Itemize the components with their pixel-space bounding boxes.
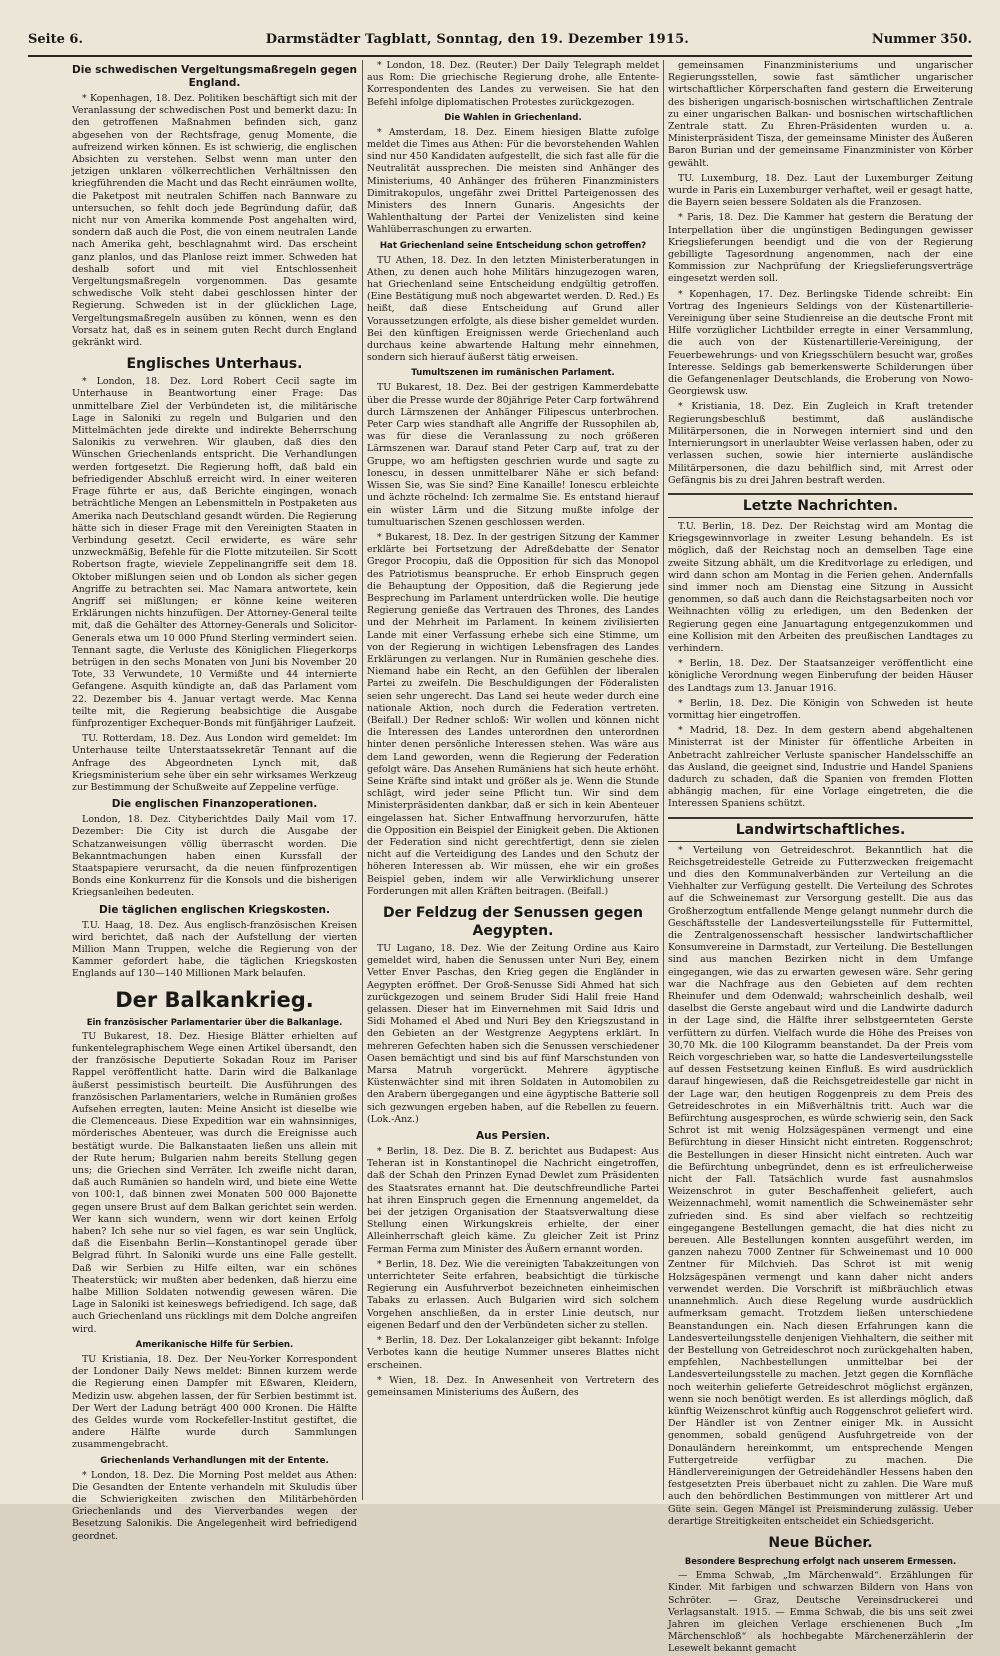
article-paragraph: * Madrid, 18. Dez. In dem gestern abend abgehaltenen Ministerrat ist der Minister für öffentliche Arbeiten in Anbetracht zahlreicher Verluste spanischer Handelsschiffe an das Ausland, die geeignet sind, Industrie und Handel Spaniens dadurch zu schaden, daß die Spanien von fremden Flotten abhängig machen, für eine Vorlage eingetreten, die die Interessen Spaniens schützt. (668, 725, 973, 810)
article-paragraph: * London, 18. Dez. Die Morning Post meldet aus Athen: Die Gesandten der Entente verhandeln mit Skuludis über die Schwierigkeiten zwischen den Militärbehörden Griechenlands und des Vierverbandes wegen der Besetzung Salonikis. Die Angelegenheit wird befriedigend geordnet. (72, 1469, 357, 1542)
article-paragraph: T.U. Haag, 18. Dez. Aus englisch-französischen Kreisen wird berichtet, daß nach der Aufstellung der vierten Million Mann Truppen, welche die Regierung von der Kammer gefordert habe, die täglichen Kriegskosten Englands auf 130—140 Millionen Mark belaufen. (72, 919, 357, 980)
article-paragraph: * London, 18. Dez. (Reuter.) Der Daily Telegraph meldet aus Rom: Die griechische Regierung drohe, alle Entente-Korrespondenten des Landes zu verweisen. Sie hat den Befehl infolge diplomatischen Protestes zurückgezogen. (367, 60, 659, 108)
section-headline: Landwirtschaftliches. (668, 817, 973, 842)
article-title: Die schwedischen Vergeltungsmaßregeln gegen England. (72, 64, 357, 89)
article-title: Hat Griechenland seine Entscheidung schon getroffen? (379, 240, 647, 251)
article-paragraph: * Verteilung von Getreideschrot. Bekanntlich hat die Reichsgetreidestelle Getreide zu Futterzwecken freigemacht und dies den Kommunalverbänden zur Verteilung an die Viehhalter zur Verfügung gestellt. Die Verteilung des Schrotes auf die Schweinemast zur Versorgung gestellt. Die aus das Großherzogtum entfallende Menge gelangt nunmehr durch die Geschäftsstelle der Landesverteilungsstelle für Futtermittel, die Zentralgenossenschaft hessischer landwirtschaftlicher Konsumvereine in Darmstadt, zur Verteilung. Die Bestellungen sind aus manchen Bezirken nicht in dem Umfange eingegangen, wie das zu erwarten gewesen wäre. Sehr gering war die Nachfrage aus den Gebieten auf dem rechten Rheinufer und dem Odenwald; wahrscheinlich deshalb, weil daselbst die Gerste angebaut wird und die Landwirte dadurch in der Lage sind, die Hälfte ihrer selbstgeernteten Gerste verfüttern zu dürfen. Vielfach wurde die Höhe des Preises von 30,70 Mk. die 100 Kilogramm beanstandet. Da der Preis vom Reich vorgeschrieben war, so hatte die Landesverteilungsstelle auf dessen Festsetzung keinen Einfluß. Es wird ausdrücklich darauf hingewiesen, daß die Reichsgetreidestelle gar nicht in der Lage war, den heutigen Roggenpreis zu dem Preis des Getreideschrotes in ein Mißverhältnis tritt. Auch war die Befürchtung ausgesprochen, es würde schwierig sein, den Sack Schrot ist mit wenig Holzsägespänen vermengt und eine Befürchtung in dieser Hinsicht nicht eintreten. Roggenschrot; die Bestellungen in dieser Hinsicht nicht eintreten. Auch war die Befürchtung unbegründet, denn es ist erfreulicherweise nicht der Fall. Tatsächlich wurde fast ausnahmslos Weizenschrot in guter Beschaffenheit geliefert, auch Weizennachmehl, womit namentlich die Schweinemäster sehr zufrieden sind. Es sind aber vielfach so rechtzeitig eingegangene Bestellungen gemacht, die hat dies nicht zu bereuen. Alle Bestellungen konnten ausgeführt werden, im ganzen nahezu 7000 Zentner für Schweinemast und 10 000 Zentner für Milchvieh. Das Schrot ist mit wenig Holzsägespänen vermengt und kann daher nicht anders verwendet werden. Die Vorschrift ist mißbräuchlich etwas unannehmlich. Auch diese Regelung wurde ausdrücklich aufmerksam gemacht. Trotzdem ließen unterschiedene Beanstandungen ein. Nach diesen Erfahrungen kann die Landesverteilungsstelle denjenigen Viehhaltern, die seither mit der Bestellung von Getreideschrot noch zurückgehalten haben, empfehlen, Nachbestellungen unmittelbar bei der Landesverteilungsstelle zu machen. Jetzt gegen die Kornfläche noch weiterhin gelieferte Getreideschrot möglichst ergänzen, wenn sie noch benötigt werden. Es ist allerdings möglich, daß künftig Weizenschrot künftig auch Roggenschrot geliefert wird. Der Händler ist von Zentner einiger Mk. in Aussicht genommen, sobald genügend Ausfuhrgetreide von der Donauländern hereinkommt, um entsprechende Mengen Futtergetreide verfügbar zu machen. Die Händlervereinigungen der Getreidehändler Hessens haben den festgesetzten Preis überbauet nicht zu zahlen. Die Ware muß auch den behördlichen Bestimmungen von mittlerer Art und Güte sein. Gegen Mängel ist Preisminderung zulässig. Ueber derartige Streitigkeiten entscheidet ein Schiedsgericht. (668, 844, 973, 1527)
article-title: Englisches Unterhaus. (126, 356, 303, 373)
section-headline: Neue Bücher. (768, 1534, 873, 1551)
article-paragraph: TU Lugano, 18. Dez. Wie der Zeitung Ordine aus Kairo gemeldet wird, haben die Senussen unter Nuri Bey, einem Vetter Enver Paschas, den Krieg gegen die Engländer in Aegypten eröffnet. Der Groß-Senusse Sidi Ahmed hat sich zurückgezogen und seinem Bruder Sidi Halil freie Hand gelassen. Dieser hat im Einvernehmen mit Said Idris und Sidi Mohamed el Abed und Nuri Bey den Kriegszustand in den Gebieten an der Westgrenze Aegyptens erklärt. In mehreren Gefechten haben sich die Senussen verschiedener Oasen bemächtigt und sind bis auf fünf Marschstunden von Marsa Matruh vorgerückt. Mehrere ägyptische Küstenwächter sind mit ihren Soldaten in Automobilen zu den Arabern übergegangen und eine ägyptische Batterie soll sich gezwungen ergeben haben, auf die Rebellen zu feuern. (Lok.-Anz.) (367, 943, 659, 1125)
column-rule (663, 60, 664, 1500)
article-paragraph: TU. Luxemburg, 18. Dez. Laut der Luxemburger Zeitung wurde in Paris ein Luxemburger verhaftet, weil er gesagt hatte, die Bayern seien bessere Soldaten als die Franzosen. (668, 172, 973, 209)
article-paragraph: * Kopenhagen, 18. Dez. Politiken beschäftigt sich mit der Veranlassung der schwedischen Post und bemerkt dazu: In den getroffenen Maßnahmen befinden sich, ganz abgesehen von der Rechtsfrage, genug Momente, die aufreizend wirken können. Es ist schwierig, die englischen Absichten zu verstehen. Selbst wenn man unter den jetzigen unklaren völkerrechtlichen Verhältnissen den kriegführenden die Macht und das Recht einräumen wollte, die Paketpost mit neutralen Schiffen nach Bannware zu untersuchen, so fehlt doch jede Begründung dafür, daß nicht nur von Amerika kommende Post angehalten wird, sondern daß auch die Post, die von einem neutralen Lande nach Amerika geht, beschlagnahmt wird. Das erscheint ganz planlos, und das Planlose reizt immer. Schweden hat deshalb sofort und mit viel Entschlossenheit Vergeltungsmaßregeln vorgenommen. Das gesamte schwedische Volk steht dabei geschlossen hinter der Regierung. Schweden ist in der glücklichen Lage, Vergeltungsmaßregeln ausüben zu können, wenn es den Vorsatz hat, daß es in seinem guten Recht durch England gekränkt wird. (72, 93, 357, 349)
article-paragraph: * Bukarest, 18. Dez. In der gestrigen Sitzung der Kammer erklärte bei Fortsetzung der Adreßdebatte der Senator Gregor Procopiu, daß die Opposition für sich das Monopol des Patriotismus beanspruche. Er erhob Einspruch gegen die Behauptung der Opposition, daß die Regierung jede Besprechung im Parlament unterdrücken wolle. Die heutige Regierung genieße das Vertrauen des Thrones, des Landes und der Mehrheit im Parlament. In keinem zivilisierten Lande mit einer Verfassung erhebe sich eine Stimme, um von der Regierung in wichtigen Lebensfragen des Landes Erklärungen zu verlangen. Nur in Rumänien geschehe dies. Niemand habe ein Recht, an den Gefühlen der liberalen Partei zu zweifeln. Die Beschuldigungen der Föderalisten seien sehr ungerecht. Das Land sei heute weder durch eine nationale Aktion, noch durch die Federation vertreten. (Beifall.) Der Redner schloß: Wir wollen und können nicht die Interessen des Landes unterordnen den unterordnen hinter denen persönliche Interessen stehen. Was wäre aus dem Land geworden, wenn die Regierung der Federation gefolgt wäre. Das Ansehen Rumäniens hat sich heute erhöht. Seine Kräfte sind intakt und größer als je. Wenn die Stunde schlägt, wird jeder seine Pflicht tun. Wir sind dem Ministerpräsidenten dankbar, daß er sich in kein Abenteuer eingelassen hat. Sicher Entwaffnung hervorzurufen, hätte die Opposition ein Beispiel der Einigkeit geben. Die Aktionen der Federation sind nicht gerechtfertigt, denn sie zielen nicht auf die Verteidigung des Landes und den Schutz der höheren Interessen ab. Wir müssen, ehe wir ein großes Beispiel geben, indem wir alle Verwirklichung unserer Forderungen mit allen Kräften beitragen. (Beifall.) (367, 531, 659, 897)
article-title: Die Wahlen in Griechenland. (444, 112, 582, 123)
article-title: Die englischen Finanzoperationen. (111, 798, 318, 811)
article-paragraph: * Berlin, 18. Dez. Der Lokalanzeiger gibt bekannt: Infolge Verbotes kann die heutige Nummer unseres Blattes nicht erscheinen. (367, 1335, 659, 1371)
column-rule (362, 60, 363, 1500)
article-paragraph: * Kopenhagen, 17. Dez. Berlingske Tidende schreibt: Ein Vortrag des Ingenieurs Seldings von der Küstenartillerie-Vereinigung über seine Studienreise an die deutsche Front mit Hilfe vorzüglicher Lichtbilder erregte in einer Versammlung, die auch von der Küstenartillerie-Vereinigung, der Feuerbewehrungs- und von Kriegsschülern besucht war, großes Interesse. Seldings gab bemerkenswerte Schilderungen über die Gefangenenlager Deutschlands, die Eroberung von Nowo-Georgiewsk usw. (668, 288, 973, 398)
header-rule (28, 55, 972, 57)
article-paragraph: — Emma Schwab, „Im Märchenwald“. Erzählungen für Kinder. Mit farbigen und schwarzen Bildern von Hans von Schröter. — Graz, Deutsche Vereinsdruckerei und Verlagsanstalt. 1915. — Emma Schwab, die bis uns seit zwei Jahren im gleichen Verlage erschienenen Buch „Im Märchenschloß“ als hochbegabte Märchenerzählerin der Lesewelt bekannt gemacht (668, 1570, 973, 1655)
article-title: Griechenlands Verhandlungen mit der Entente. (100, 1455, 329, 1466)
article-paragraph: * Berlin, 18. Dez. Wie die vereinigten Tabakzeitungen von unterrichteter Seite erfahren, beabsichtigt die türkische Regierung ein Ausfuhrverbot bezeichneten einheimischen Tabaks zu erlassen. Auch Bulgarien wird sich solchem Vorgehen anschließen, da in erster Linie deutsch, nur eigenen Bedarf und den der Verbündeten sicher zu stellen. (367, 1258, 659, 1331)
article-title: Aus Persien. (476, 1130, 550, 1143)
issue-number: Nummer 350. (871, 32, 972, 47)
article-paragraph: TU Bukarest, 18. Dez. Hiesige Blätter erhielten auf funkentelegraphischem Wege einen Artikel übersandt, den der französische Deputierte Sokadan Rouz im Pariser Rappel veröffentlicht hatte. Darin wird die Balkanlage äußerst pessimistisch beurteilt. Die Ausführungen des französischen Parlamentariers, welche in Rumänien großes Aufsehen erregten, lauten: Meine Ansicht ist dieselbe wie die Clemenceaus. Diese Expedition war ein wahnsinniges, mörderisches Abenteuer, was durch die Ereignisse auch bestätigt wurde. Die Balkanstaaten ließen uns allein mit der Rute herum; Bulgarien nahm bereits Stellung gegen uns; die Griechen sind Verräter. Ich zweifle nicht daran, daß auch Rumänien so handeln wird, und biete eine Wette von 100:1, daß binnen zwei Monaten 500 000 Bajonette gegen unsere Brust auf dem Balkan gerichtet sein werden. Wer kann sich wundern, wenn wir dort keinen Erfolg haben? Ich sehe nur so viel fagen, es war sein Unglück, daß die Eisenbahn Berlin—Konstantinopel gerade über Belgrad führt. In Saloniki wurde uns eine Falle gestellt. Daß wir Serbien zu Hilfe eilten, war ein schönes Theaterstück; wir mußten aber bedenken, daß hierzu eine halbe Million Soldaten notwendig gewesen wären. Die Lage in Saloniki ist keineswegs befriedigend. Ich sage, daß auch Griechenland uns rücklings mit dem Dolche angreifen wird. (72, 1030, 357, 1335)
article-paragraph: * Berlin, 18. Dez. Der Staatsanzeiger veröffentlicht eine königliche Verordnung wegen Einberufung der beiden Häuser des Landtags zum 13. Januar 1916. (668, 658, 973, 694)
article-paragraph: T.U. Berlin, 18. Dez. Der Reichstag wird am Montag die Kriegsgewinnvorlage in zweiter Lesung behandeln. Es ist möglich, daß der Reichstag noch an demselben Tage eine zweite Sitzung abhält, um die Kreditvorlage zu erledigen, und wird dann schon am Montag in die Ferien gehen. Andernfalls sind immer noch am Dienstag eine Sitzung in Aussicht genommen, so daß auch dann die Reichstagsarbeiten noch vor Weihnachten völlig zu erledigen, um den Bedenken der Regierung gegen eine Januartagung entgegenzukommen und eine Kollision mit den Arbeiten des preußischen Landtages zu verhindern. (668, 520, 973, 654)
article-paragraph: TU. Rotterdam, 18. Dez. Aus London wird gemeldet: Im Unterhause teilte Unterstaatssekretär Tennant auf die Anfrage des Abgeordneten Lynch mit, daß Kriegsministerium sehe über ein sehr wirksames Werkzeug zur Bestimmung der Schußweite auf Zeppeline verfüge. (72, 733, 357, 793)
page-header (28, 32, 972, 54)
article-paragraph: London, 18. Dez. Cityberichtdes Daily Mail vom 17. Dezember: Die City ist durch die Ausgabe der Schatzanweisungen völlig überrascht worden. Die Bekanntmachungen haben einen Kurssfall der Staatspapiere verursacht, da die neuen fünfprozentigen Bonds eine Konkurrenz für die Konsols und die bisherigen Kriegsanleihen bedeuten. (72, 814, 357, 899)
article-paragraph: TU Kristiania, 18. Dez. Der Neu-Yorker Korrespondent der Londoner Daily News meldet: Binnen kurzem werde die Regierung einen Dampfer mit Eßwaren, Kleidern, Medizin usw. abgehen lassen, der für Serbien bestimmt ist. Der Wert der Ladung beträgt 400 000 Kronen. Die Hälfte des Geldes wurde vom Rockefeller-Institut gestiftet, die andere Hälfte wurde durch Sammlungen zusammengebracht. (72, 1353, 357, 1451)
article-paragraph: TU Bukarest, 18. Dez. Bei der gestrigen Kammerdebatte über die Presse wurde der 80jährige Peter Carp fortwährend durch Lärmszenen der Anhänger Filipescus unterbrochen. Peter Carp wies standhaft alle Angriffe der Russophilen ab, was für diese die Veranlassung zu noch größeren Lärmszenen war. Darauf stand Peter Carp auf, trat zu der Gruppe, wo am heftigsten geschrien wurde und sagte zu Ionescu, in dessen unmittelbarer Nähe er sich befand: Wissen Sie, was Sie sind? Eine Kanaille! Ionescu erbleichte und ächzte röchelnd: Ich zermalme Sie. Es entstand hierauf ein wüster Lärm und die Sitzung mußte infolge der tumultuarischen Szenen geschlossen werden. (367, 382, 659, 528)
masthead-line: Darmstädter Tagblatt, Sonntag, den 19. Dezember 1915. (265, 32, 690, 47)
column-3 (668, 60, 973, 1655)
article-title: Der Feldzug der Senussen gegen Aegypten. (382, 905, 644, 939)
article-paragraph: * Amsterdam, 18. Dez. Einem hiesigen Blatte zufolge meldet die Times aus Athen: Für die bevorstehenden Wahlen sind nur 450 Kandidaten aufgestellt, die sich fast alle für die Neutralität aussprechen. Die meisten sind Anhänger des Ministeriums, 40 Anhänger des früheren Finanzministers Dimitrakopulos, ungefähr zwei Drittel Parteigenossen des Ministers des Innern Gunaris. Angesichts der Wahlenthaltung der Partei der Venizelisten sind keine Wahlüberraschungen zu erwarten. (367, 126, 659, 236)
article-paragraph: TU Athen, 18. Dez. In den letzten Ministerberatungen in Athen, zu denen auch hohe Militärs hinzugezogen waren, hat Griechenland seine Entscheidung endgültig getroffen. (Eine Bestätigung muß noch abgewartet werden. D. Red.) Es heißt, daß diese Entscheidung auf Grund aller Voraussetzungen erfolgte, als diese bisher gemeldet wurden. Bei den künftigen Ereignissen werde Griechenland auch durchaus keine abwartende Haltung mehr einnehmen, sondern sich hierauf äußerst tätig erweisen. (367, 254, 659, 364)
page-number: Seite 6. (28, 32, 83, 47)
article-paragraph: * Kristiania, 18. Dez. Ein Zugleich in Kraft tretender Regierungsbeschluß bestimmt, daß ausländische Militärpersonen, die in Norwegen interniert sind und den Internierungsort in unerlaubter Weise verlassen haben, oder zu verlassen suchen, sowie hier internierte ausländische Militärpersonen, die dazu behilflich sind, mit Arrest oder Gefängnis bis zu drei Jahren bestraft werden. (668, 401, 973, 486)
article-paragraph: * Wien, 18. Dez. In Anwesenheit von Vertretern des gemeinsamen Ministeriums des Äußern, des (367, 1374, 659, 1398)
column-1 (72, 60, 357, 1542)
article-subtitle: Ein französischer Parlamentarier über die Balkanlage. (86, 1016, 343, 1027)
article-paragraph: * Berlin, 18. Dez. Die Königin von Schweden ist heute vormittag hier eingetroffen. (668, 697, 973, 721)
article-title: Die täglichen englischen Kriegskosten. (99, 903, 330, 916)
article-title: Amerikanische Hilfe für Serbien. (135, 1339, 294, 1350)
article-paragraph: * London, 18. Dez. Lord Robert Cecil sagte im Unterhause in Beantwortung einer Frage: Das unmittelbare Ziel der Verbündeten ist, die militärische Lage in Saloniki zu regeln und Bulgarien und den Mittelmächten jede direkte und indirekte Beherrschung Salonikis zu verwehren. Wir glauben, daß dies den Wünschen Griechenlands entspricht. Die Verhandlungen werden fortgesetzt. Die Regierung hofft, daß bald ein befriedigender Abschluß erreicht wird. In einer weiteren Frage führte er aus, daß Berichte eingingen, wonach beträchtliche Mengen an Lebensmitteln in Postpaketen aus Amerika nach Deutschland gesandt würden. Die Regierung hätte sich in dieser Frage mit den Vereinigten Staaten in Verbindung gesetzt. Cecil erwiderte, es wäre sehr unzweckmäßig, Befehle für die Flotte mitzuteilen. Sir Scott Robertson fragte, wieviele Zeppelinangriffe seit dem 18. Oktober mißlungen seien und ob London als sicher gegen Angriffe zu betrachten sei. Mac Namara antwortete, kein Angriff sei mißlungen; er könne keine weiteren Erklärungen nichts hinzufügen. Der Attorney-General teilte mit, daß die Gehälter des Attorney-Generals und Solicitor-Generals etwa um 10 000 Pfund Sterling vermindert seien. Tennant sagte, die Verluste des Königlichen Fliegerkorps betrügen in den sechs Monaten von Juni bis November 20 Tote, 33 Verwundete, 10 Vermißte und 44 internierte Gefangene. Asquith kündigte an, daß das Parlament vom 22. Dezember bis 4. Januar vertagt werde. Mac Kenna teilte mit, die Regierung beabsichtige die Ausgabe fünfprozentiger Exchequer-Bonds mit fünfjähriger Laufzeit. (72, 376, 357, 729)
article-subtitle: Besondere Besprechung erfolgt nach unserem Ermessen. (684, 1555, 957, 1566)
article-paragraph: * Berlin, 18. Dez. Die B. Z. berichtet aus Budapest: Aus Teheran ist in Konstantinopel die Nachricht eingetroffen, daß der Schah den Prinzen Eynad Dewlet zum Präsidenten des Staatsrates ernannt hat. Die deutschfreundliche Partei hat ihren Einspruch gegen die Ernennung angemeldet, da bei der jetzigen Organisation der Staatsverwaltung diese Stellung einen Wirkungskreis erhielte, der einer Alleinherrschaft gleich käme. Zu gleicher Zeit ist Prinz Ferman Ferma zum Minister des Äußern ernannt worden. (367, 1146, 659, 1255)
column-2 (367, 60, 659, 1500)
article-paragraph: * Paris, 18. Dez. Die Kammer hat gestern die Beratung der Interpellation über die ungünstigen Bedingungen gewisser Kriegslieferungen beendigt und die von der Regierung gebilligte Tagesordnung angenommen, nach der eine Kommission zur Nachprüfung der Kriegslieferungsverträge eingesetzt werden soll. (668, 212, 973, 285)
article-title: Tumultszenen im rumänischen Parlament. (411, 368, 615, 379)
section-headline: Letzte Nachrichten. (668, 493, 973, 518)
article-paragraph: gemeinsamen Finanzministeriums und ungarischer Regierungsstellen, sowie fast sämtlicher ungarischer wirtschaftlicher Körperschaften fand gestern die Erweiterung des bisherigen ungarisch-bosnischen wirtschaftlichen Zentrale zu einer ungarischen Balkan- und bosnischen wirtschaftlichen Zentrale statt. Zu Ehren-Präsidenten wurden u. a. Ministerpräsident Tisza, der gemeinsame Minister des Äußeren Baron Burian und der gemeinsame Finanzminister von Körber gewählt. (668, 60, 973, 169)
section-headline: Der Balkankrieg. (115, 987, 314, 1012)
